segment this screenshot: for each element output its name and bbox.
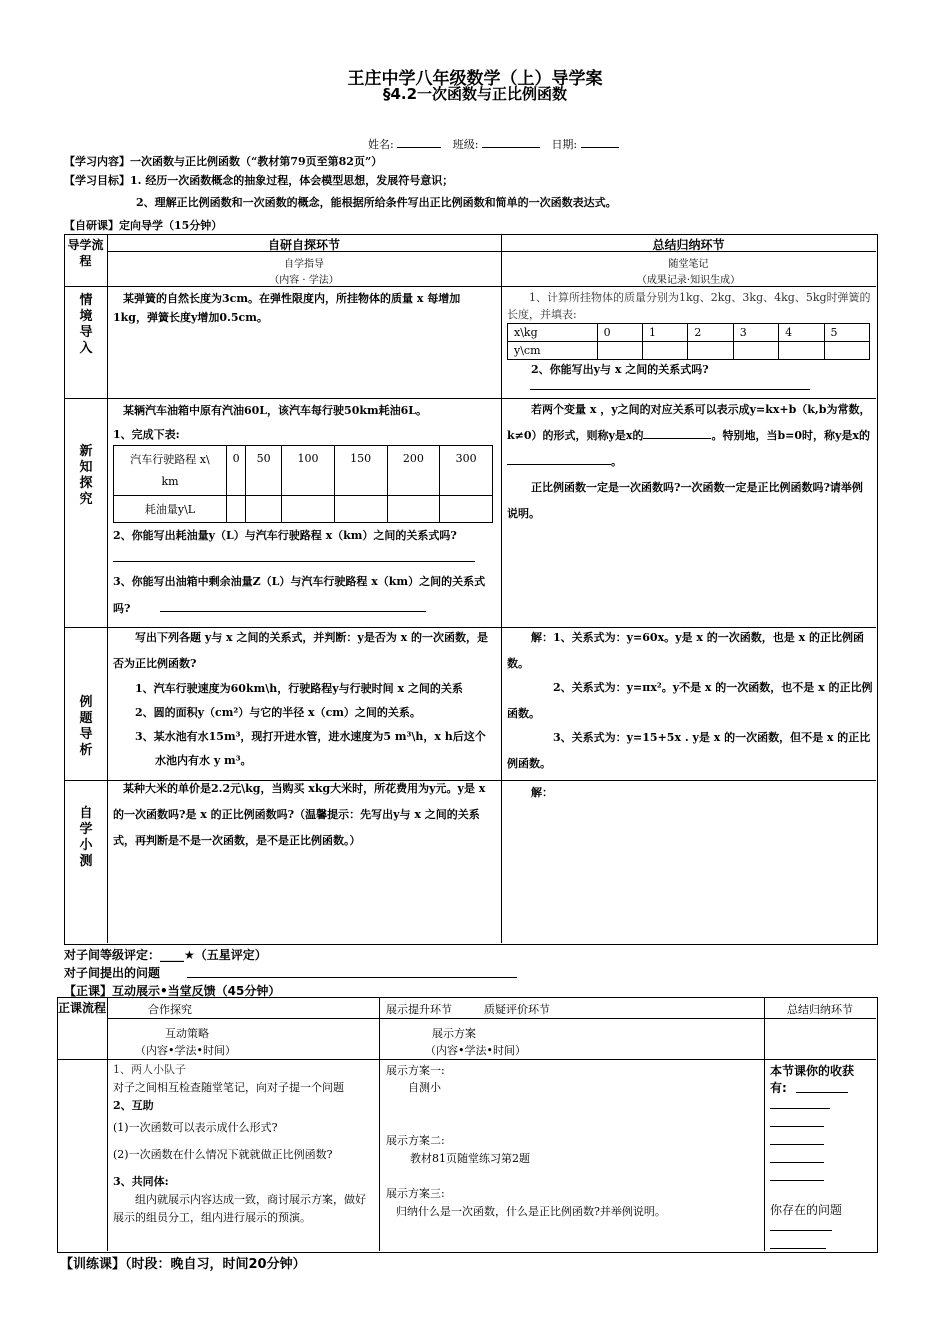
fuel-question-1: 1、完成下表:: [113, 428, 180, 441]
self-study-heading: 【自研课】定向导学（15分钟）: [64, 219, 223, 232]
class-col-show: 展示提升环节: [386, 1003, 452, 1016]
coop-item-3-desc: 组内就展示内容达成一致，商讨展示方案，做好展示的组员分工，组内进行展示的预演。: [113, 1193, 366, 1224]
fuel-question-3b: 吗?: [113, 602, 131, 615]
self-guide-sub: （内容 · 学法）: [269, 275, 339, 286]
coop-item-2: 2、互助: [113, 1099, 154, 1112]
col-flow-header: 导学流程: [67, 238, 104, 268]
fuel-answer-2-line[interactable]: [113, 561, 475, 562]
fuel-question-2: 2、你能写出耗油量y（L）与汽车行驶路程 x（km）之间的关系式吗?: [113, 529, 457, 542]
show-plan-2-desc: 教材81页随堂练习第2题: [410, 1152, 530, 1165]
notes-sub: （成果记录·知识生成）: [636, 275, 741, 286]
gain-line-1[interactable]: [770, 1108, 830, 1109]
col-summary-header: 总结归纳环节: [652, 238, 725, 252]
fuel-answer-3-line[interactable]: [160, 611, 426, 612]
strategy-label: 互动策略: [165, 1027, 209, 1040]
gain-line-5[interactable]: [770, 1180, 824, 1181]
learning-content: 【学习内容】一次函数与正比例函数（“教材第79页至第82页”）: [64, 155, 383, 168]
fuel-table-row-y: 耗油量y\L: [114, 496, 227, 523]
gain-line-0[interactable]: [796, 1092, 848, 1093]
date-label: 日期:: [551, 138, 578, 151]
example-answer-1: 解：1、关系式为：y=60x。y是 x 的一次函数，也是 x 的正比例函数。: [507, 631, 864, 670]
page-title: 王庄中学八年级数学（上）导学案: [347, 69, 603, 89]
gain-label: 本节课你的收获: [770, 1064, 855, 1078]
class-col-summary: 总结归纳环节: [787, 1003, 853, 1016]
name-label: 姓名:: [368, 138, 394, 151]
spring-question-1: 1、计算所挂物体的质量分别为1kg、2kg、3kg、4kg、5kg时弹簧的长度，并填表:: [507, 291, 871, 321]
show-plan-2: 展示方案二:: [386, 1134, 445, 1147]
learning-goal-1: 【学习目标】1. 经历一次函数概念的抽象过程，体会模型思想，发展符号意识；: [64, 174, 454, 187]
show-plan-3-desc: 归纳什么是一次函数，什么是正比例函数?并举例说明。: [396, 1205, 666, 1218]
pair-question-label: 对子间提出的问题: [64, 966, 161, 980]
fuel-table: 汽车行驶路程 x\ km 0 50 100 150 200 300 耗油量y\L: [113, 445, 493, 523]
example-answer-3: 3、关系式为：y=15+5x . y是 x 的一次函数，但不是 x 的正比例函数。: [507, 731, 871, 770]
gain-label-2: 有:: [770, 1081, 787, 1095]
coop-item-2-q2: (2)一次函数在什么情况下就就做正比例函数?: [113, 1148, 333, 1161]
coop-item-1-desc: 对子之间相互检查随堂笔记，向对子提一个问题: [113, 1081, 344, 1094]
spring-table-row-y: y\cm: [508, 342, 598, 360]
name-field[interactable]: [397, 147, 441, 148]
page-subtitle: §4.2一次函数与正比例函数: [382, 85, 568, 103]
class-col-flow: 正课流程: [57, 1001, 106, 1015]
class-col-coop: 合作探究: [148, 1003, 192, 1016]
col-selfstudy-header: 自研自探环节: [267, 238, 340, 252]
fuel-table-head: 汽车行驶路程 x\ km: [114, 446, 227, 496]
problem-line-1[interactable]: [770, 1230, 832, 1231]
pair-rating: 对子间等级评定：____★（五星评定）: [64, 948, 267, 962]
plan-sub: （内容•学法•时间）: [425, 1044, 526, 1057]
selftest-answer-label: 解：: [531, 786, 553, 799]
class-heading: 【正课】互动展示•当堂反馈（45分钟）: [64, 984, 281, 998]
coop-item-3: 3、共同体:: [113, 1175, 169, 1188]
student-info-line: [368, 136, 619, 152]
show-plan-1: 展示方案一:: [386, 1064, 445, 1077]
learning-goal-2: 2、理解正比例函数和一次函数的概念，能根据所给条件写出正比例函数和简单的一次函数表达式。: [136, 196, 617, 209]
row-label-selftest: 自 学 小 测: [79, 806, 93, 869]
self-guide-label: 自学指导: [284, 259, 324, 270]
blank-proportional[interactable]: [507, 464, 611, 465]
problem-label: 你存在的问题: [770, 1203, 843, 1217]
spring-question-2: 2、你能写出y与 x 之间的关系式吗?: [531, 363, 709, 376]
problem-line-2[interactable]: [770, 1248, 826, 1249]
show-plan-3: 展示方案三:: [386, 1187, 445, 1200]
gain-line-4[interactable]: [770, 1162, 824, 1163]
spring-problem: 某弹簧的自然长度为3cm。在弹性限度内，所挂物体的质量 x 每增加1kg，弹簧长度y增加0.5cm。: [113, 292, 461, 324]
gain-line-3[interactable]: [770, 1144, 824, 1145]
row-label-intro: 情 境 导 入: [79, 293, 93, 356]
blank-linear[interactable]: [643, 438, 711, 439]
spring-table: x\kg 0 1 2 3 4 5 y\cm: [507, 323, 870, 360]
row-label-example: 例 题 导 析: [79, 695, 93, 758]
coop-item-1: 1、两人小队子: [113, 1063, 186, 1076]
class-field[interactable]: [482, 147, 540, 148]
fuel-question-3: 3、你能写出油箱中剩余油量Z（L）与汽车行驶路程 x（km）之间的关系式: [113, 575, 486, 588]
row-label-explore: 新 知 探 究: [79, 444, 93, 507]
example-2: 2、圆的面积y（cm²）与它的半径 x（cm）之间的关系。: [135, 706, 421, 719]
strategy-sub: （内容•学法•时间）: [135, 1044, 236, 1057]
example-intro: 写出下列各题 y与 x 之间的关系式，并判断：y是否为 x 的一次函数，是否为正比例函数?: [113, 631, 489, 670]
example-3b: 水池内有水 y m³。: [155, 754, 252, 767]
example-1: 1、汽车行驶速度为60km\h，行驶路程y与行驶时间 x 之间的关系: [135, 682, 463, 695]
example-answer-2: 2、关系式为：y=πx²。y不是 x 的一次函数，也不是 x 的正比例函数。: [507, 681, 873, 720]
pair-question-line[interactable]: [187, 977, 517, 978]
example-3: 3、某水池有水15m³，现打开进水管，进水速度为5 m³\h，x h后这个: [135, 730, 486, 743]
spring-answer-line[interactable]: [530, 389, 810, 390]
definition-question: 正比例函数一定是一次函数吗?一次函数一定是正比例函数吗?请举例说明。: [507, 481, 863, 520]
training-heading: 【训练课】（时段：晚自习，时间20分钟）: [60, 1257, 306, 1272]
definition-text: 若两个变量 x ，y之间的对应关系可以表示成y=kx+b（k,b为常数，k≠0）的形式，则称y是x的 。特别地，当b=0时，称y是x的。: [507, 403, 871, 468]
plan-label: 展示方案: [432, 1027, 476, 1040]
spring-table-head: x\kg: [508, 324, 598, 342]
class-col-review: 质疑评价环节: [484, 1003, 550, 1016]
date-field[interactable]: [581, 147, 619, 148]
coop-item-2-q1: (1)一次函数可以表示成什么形式?: [113, 1121, 278, 1134]
fuel-problem: 某辆汽车油箱中原有汽油60L，该汽车每行驶50km耗油6L。: [123, 404, 427, 417]
notes-label: 随堂笔记: [668, 259, 709, 270]
gain-line-2[interactable]: [770, 1126, 824, 1127]
show-plan-1-desc: 自测小: [408, 1081, 441, 1094]
selftest-problem: 某种大米的单价是2.2元\kg，当购买 xkg大米时，所花费用为y元。y是 x 的一次函数吗?是 x 的正比例函数吗?（温馨提示：先写出y与 x 之间的关系式，再判断是不是一次函数，是不是正比例函数。）: [113, 782, 486, 847]
class-label: 班级:: [452, 138, 479, 151]
